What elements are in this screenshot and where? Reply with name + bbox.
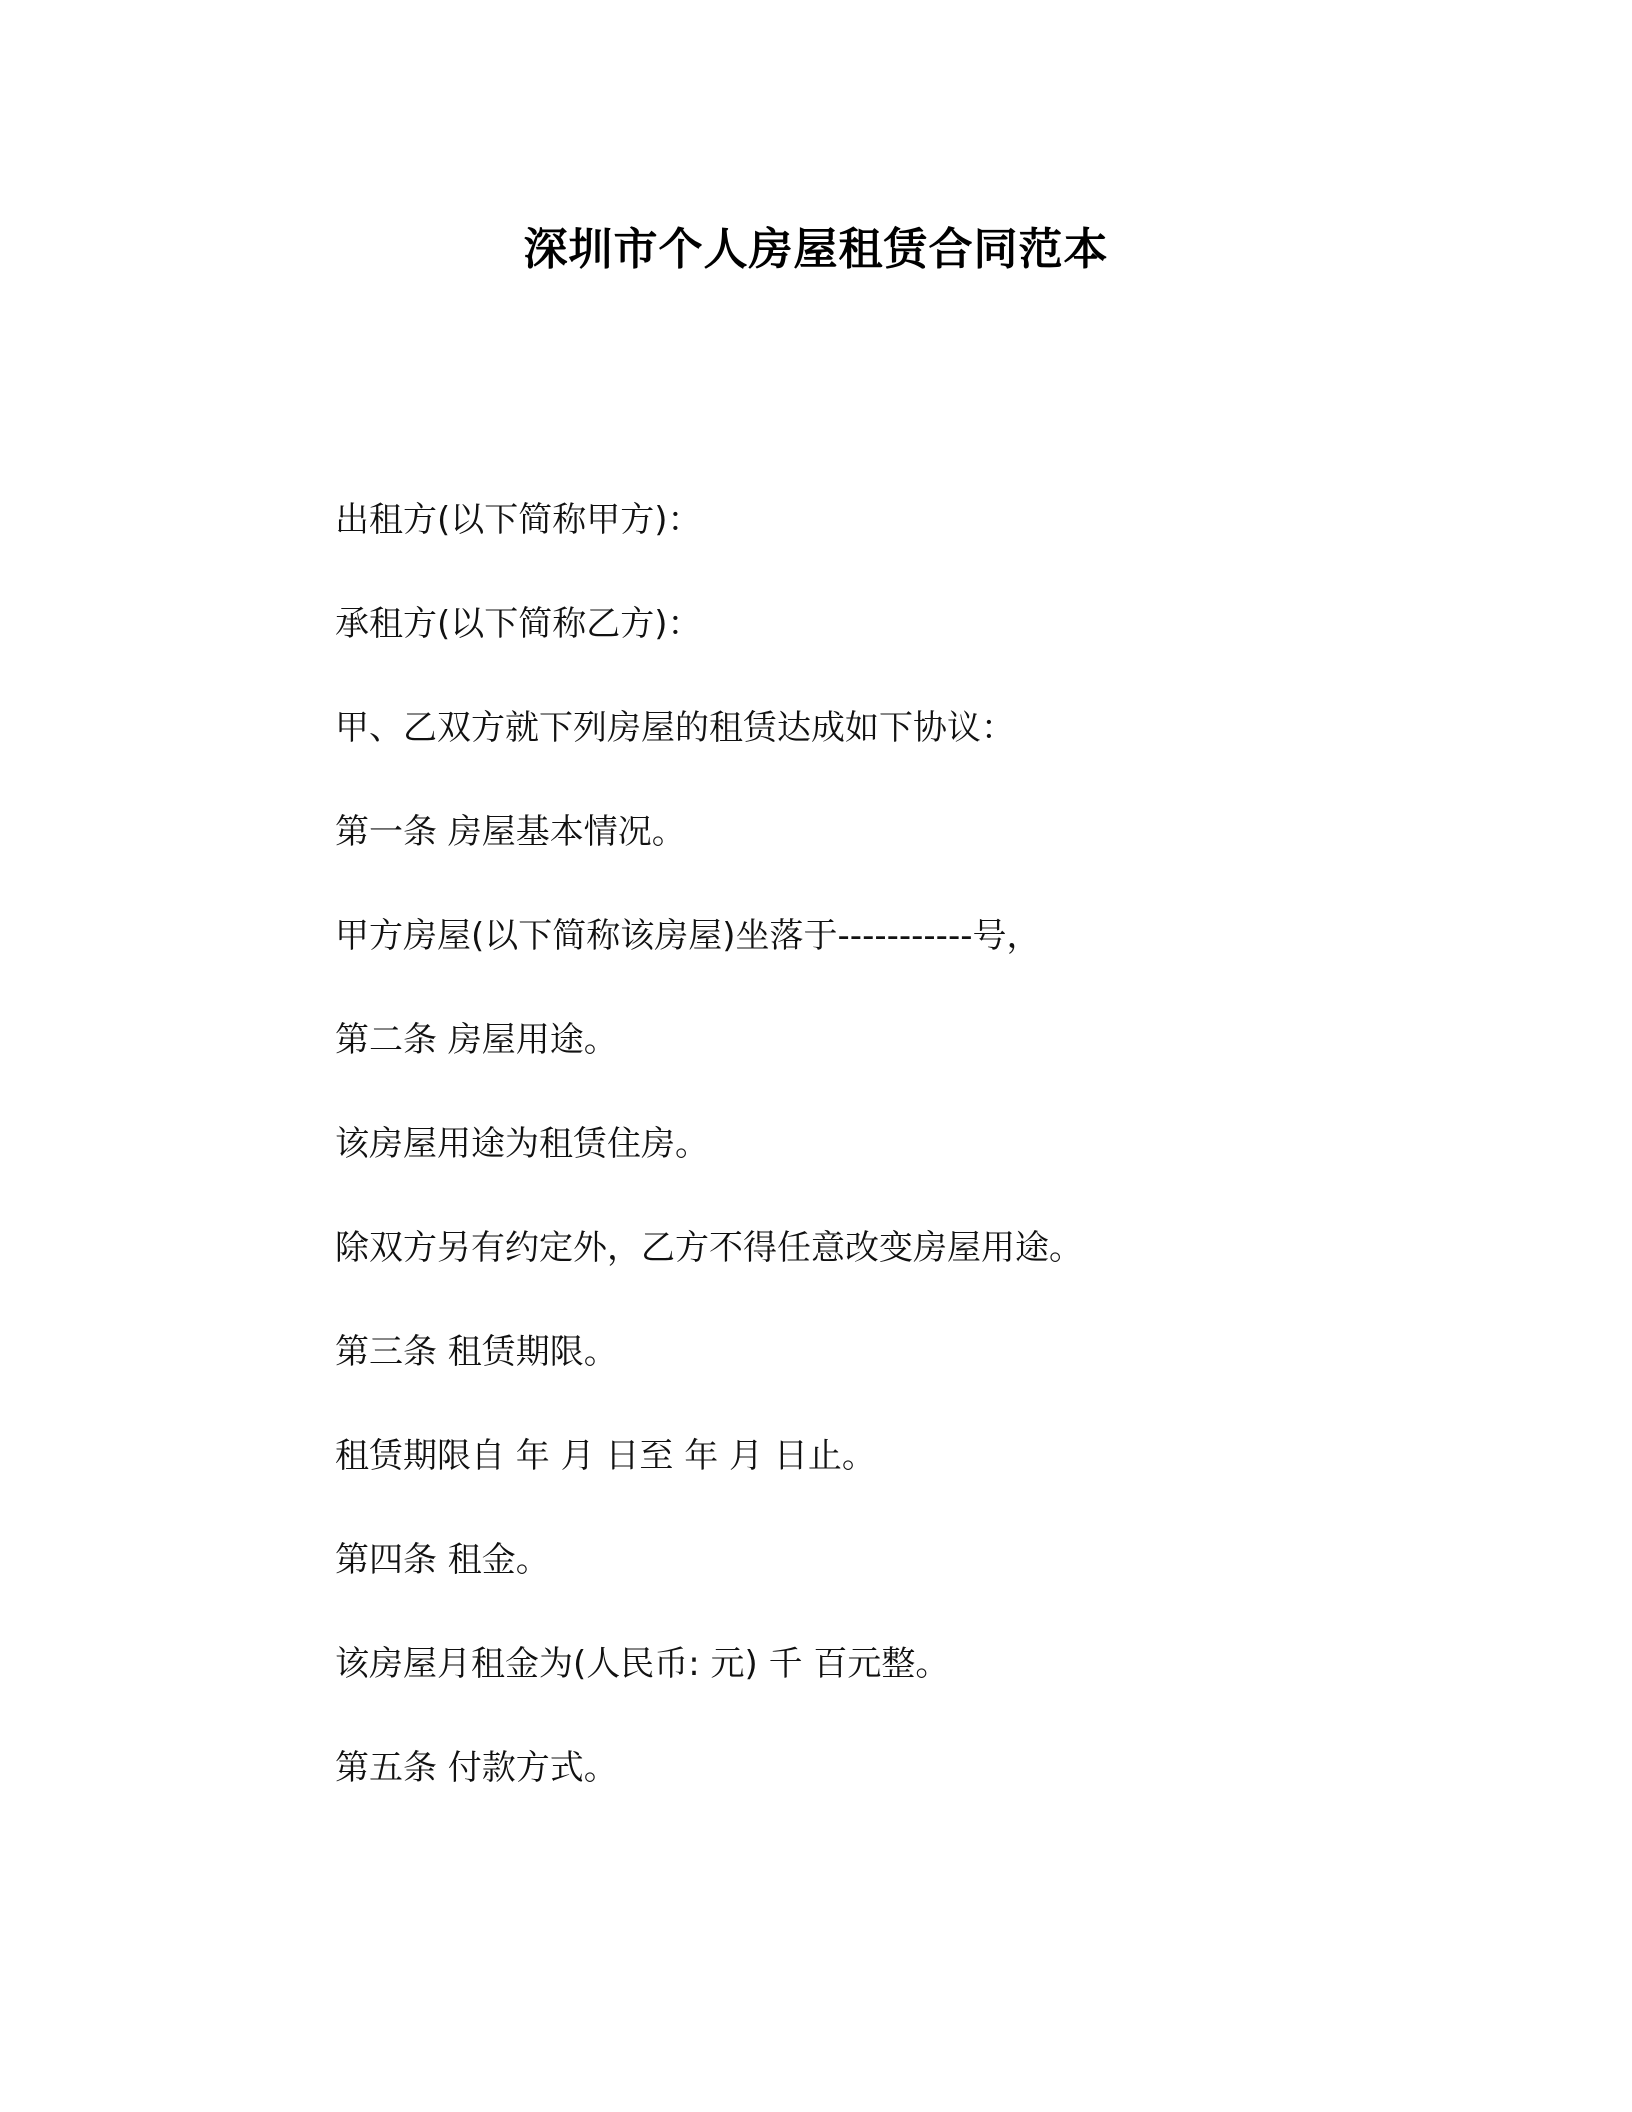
article-2-heading: 第二条 房屋用途。 [335, 1020, 618, 1060]
lessee-line: 承租方(以下简称乙方)： [335, 604, 702, 644]
article-1-text: 甲方房屋(以下简称该房屋)坐落于-----------号， [335, 916, 1041, 956]
article-4-heading: 第四条 租金。 [335, 1540, 550, 1580]
article-3-text: 租赁期限自 年 月 日至 年 月 日止。 [335, 1436, 876, 1476]
document-body [335, 490, 1335, 1842]
article-5-heading: 第五条 付款方式。 [335, 1748, 618, 1788]
lessor-line: 出租方(以下简称甲方)： [335, 500, 702, 540]
document-title: 深圳市个人房屋租赁合同范本 [523, 224, 1109, 275]
article-1-heading: 第一条 房屋基本情况。 [335, 812, 686, 852]
article-4-text: 该房屋月租金为(人民币: 元) 千 百元整。 [335, 1644, 950, 1684]
agreement-intro: 甲、乙双方就下列房屋的租赁达成如下协议： [335, 708, 1015, 748]
article-2-text-1: 该房屋用途为租赁住房。 [335, 1124, 709, 1164]
article-2-text-2: 除双方另有约定外，乙方不得任意改变房屋用途。 [335, 1228, 1083, 1268]
article-3-heading: 第三条 租赁期限。 [335, 1332, 618, 1372]
